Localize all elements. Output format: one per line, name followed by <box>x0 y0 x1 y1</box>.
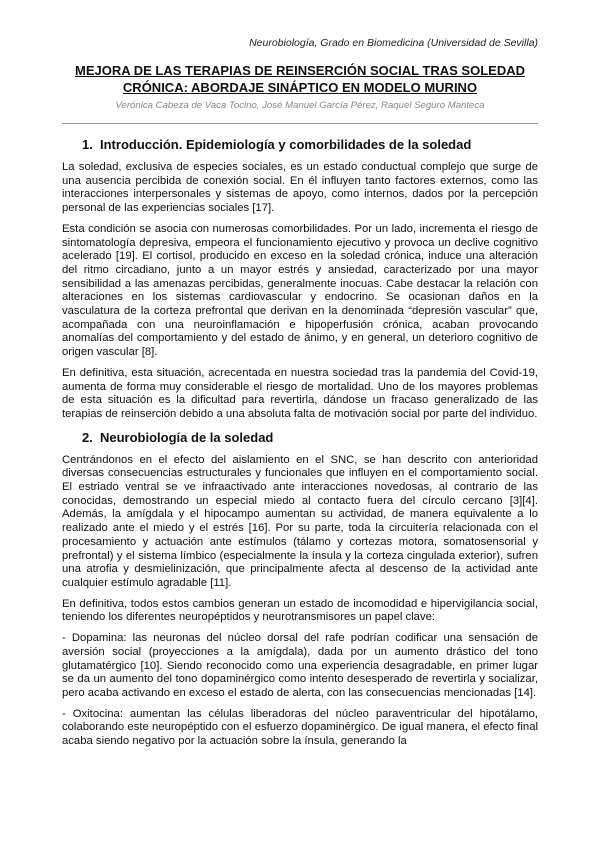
section-introduccion <box>62 136 538 422</box>
list-item-dopamina: - Dopamina: las neuronas del núcleo dorsal del rafe podrían codificar una sensación de aversión social (proyecciones a la amígdala), dada por un aumento drástico del tono glutamatérgico [10]. Siendo reconocido como una experiencia desagradable, en primer lugar se da un aumento del tono dopaminérgico como intento desesperado de revertirla y socializar, pero acaba activando en exceso el estado de alerta, con las consecuencias mencionadas [14]. <box>62 632 538 699</box>
section-neurobiologia <box>62 429 538 749</box>
running-header: Neurobiología, Grado en Biomedicina (Universidad de Sevilla) <box>249 37 538 49</box>
paragraph: La soledad, exclusiva de especies sociales, es un estado conductual complejo que surge de una ausencia percibida de conexión social. En él influyen tanto factores externos, como las interacciones interpersonales y sistemas de apoyo, como internos, dados por la percepción personal de las experiencias sociales [17]. <box>62 161 538 215</box>
section-number: 2. <box>82 429 93 445</box>
section-heading <box>62 136 538 153</box>
section-number: 1. <box>82 137 93 152</box>
paragraph: En definitiva, esta situación, acrecentada en nuestra sociedad tras la pandemia del Covid-19, aumenta de forma muy considerable el riesgo de mortalidad. Uno de los mayores problemas de esta situación es la dificultad para revertirla, dándose un fracaso generalizado de las terapias de reinserción debido a una absoluta falta de motivación social por parte del individuo. <box>62 366 538 420</box>
author-list: Verónica Cabeza de Vaca Tocino, José Manuel García Pérez, Raquel Seguro Manteca <box>115 100 485 111</box>
paragraph: Esta condición se asocia con numerosas comorbilidades. Por un lado, incrementa el riesgo de sintomatología depresiva, empeora el funcionamiento ejecutivo y provoca un declive cognitivo acelerado [19]. El cortisol, producido en exceso en la soledad crónica, induce una alteración del ritmo circadiano, junto a un mayor estrés y ansiedad, caracterizado por una mayor sensibilidad a las amenazas percibidas, generalmente inocuas. Cabe destacar la relación con alteraciones en los sistemas cardiovascular y endocrino. Se ocasionan daños en la vasculatura de la corteza prefrontal que derivan en la denominada “depresión vascular” que, acompañada con una neuroinflamación e hipoperfusión crónica, acaban provocando anomalías del comportamiento y del estado de ánimo, y en general, un deterioro cognitivo de origen vascular [8]. <box>62 222 538 359</box>
body-text <box>62 136 538 756</box>
list-item-oxitocina: - Oxitocina: aumentan las células liberadoras del núcleo paraventricular del hipotálamo, colaborando este neuropéptido con el esfuerzo dopaminérgico. De igual manera, el efecto final acaba siendo negativo por la actuación sobre la ínsula, generando la <box>62 707 538 748</box>
section-title: Neurobiología de la soledad <box>100 429 274 445</box>
header-divider <box>62 123 538 124</box>
paper-title: MEJORA DE LAS TERAPIAS DE REINSERCIÓN SOCIAL TRAS SOLEDAD CRÓNICA: ABORDAJE SINÁPTICO EN MODELO MURINO <box>75 63 525 95</box>
paragraph: En definitiva, todos estos cambios generan un estado de incomodidad e hipervigilancia social, teniendo los diferentes neuropéptidos y neurotransmisores un papel clave: <box>62 597 538 624</box>
paragraph: Centrándonos en el efecto del aislamiento en el SNC, se han descrito con anterioridad diversas consecuencias estructurales y funcionales que influyen en el comportamiento social. El estriado ventral se ve infraactivado ante interacciones novedosas, al contrario de las conocidas, demostrando un especial miedo al contacto fuera del círculo cercano [3][4]. Además, la amígdala y el hipocampo aumentan su actividad, de manera equivalente a lo realizado ante el miedo y el estrés [16]. Por su parte, toda la circuitería relacionada con el procesamiento y actuación ante estímulos (tálamo y cortezas motora, somatosensorial y prefrontal) y el sistema límbico (especialmente la ínsula y la corteza cingulada exterior), sufren una atrofia y desmielinización, que principalmente afecta al descenso de la actividad ante cualquier estímulo agradable [11]. <box>62 453 538 589</box>
section-heading <box>62 429 538 446</box>
section-title: Introducción. Epidemiología y comorbilidades de la soledad <box>100 137 472 152</box>
